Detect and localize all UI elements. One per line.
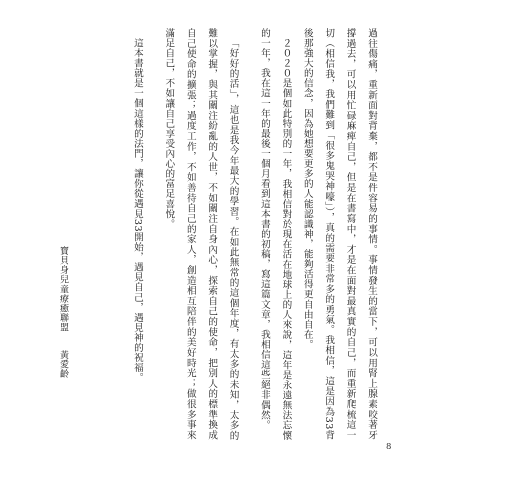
signature-organization: 寶貝身兒童療癒聯盟 <box>58 246 68 333</box>
paragraph-3: 「好好的活」，這也是我今年最大的學習。在如此無常的這個年度，有太多的未知，太多的難以掌握，與其關注紛亂的人世，不如關注自身內心，探索自己的使命，把別人的標準換成自己使命的擴張；過度工作，不如善待自己的家人，創造相互陪伴的美好時光；做很多事來滿足自己，不如讓自己享受內心的富足喜悅。 <box>163 28 239 440</box>
paragraph-1: 過往傷痛，重新面對背棄，都不是件容易的事情。事情發生的當下，可以用腎上腺素咬著牙撐過去，可以用忙碌麻痺自己，但是在書寫中，才是在面對最真實的自己，而重新爬梳這一切（相信我，我們難到「很多鬼哭神嚎」），真的需要非常多的勇氣。我相信，這是因為33背後那強大的信念，因為她想要更多的人能認識神，能夠活得更自由自在。 <box>301 28 377 440</box>
body-text <box>117 28 382 440</box>
signature <box>56 246 70 446</box>
signature-author: 黃愛齡 <box>58 350 68 380</box>
paragraph-4: 這本書就是一個這樣的法門，讓你從遇見33開始，遇見自己，遇見神的祝福。 <box>131 37 143 383</box>
page-number: 8 <box>386 442 392 452</box>
paragraph-2: ２０２０是個如此特別的一年，我相信對於現在活在地球上的人來說，這年是永遠無法忘懷的一年，我在這一年的最後一個月看到這本書的初稿，寫這篇文章，我相信這些絕非偶然。 <box>258 28 292 440</box>
